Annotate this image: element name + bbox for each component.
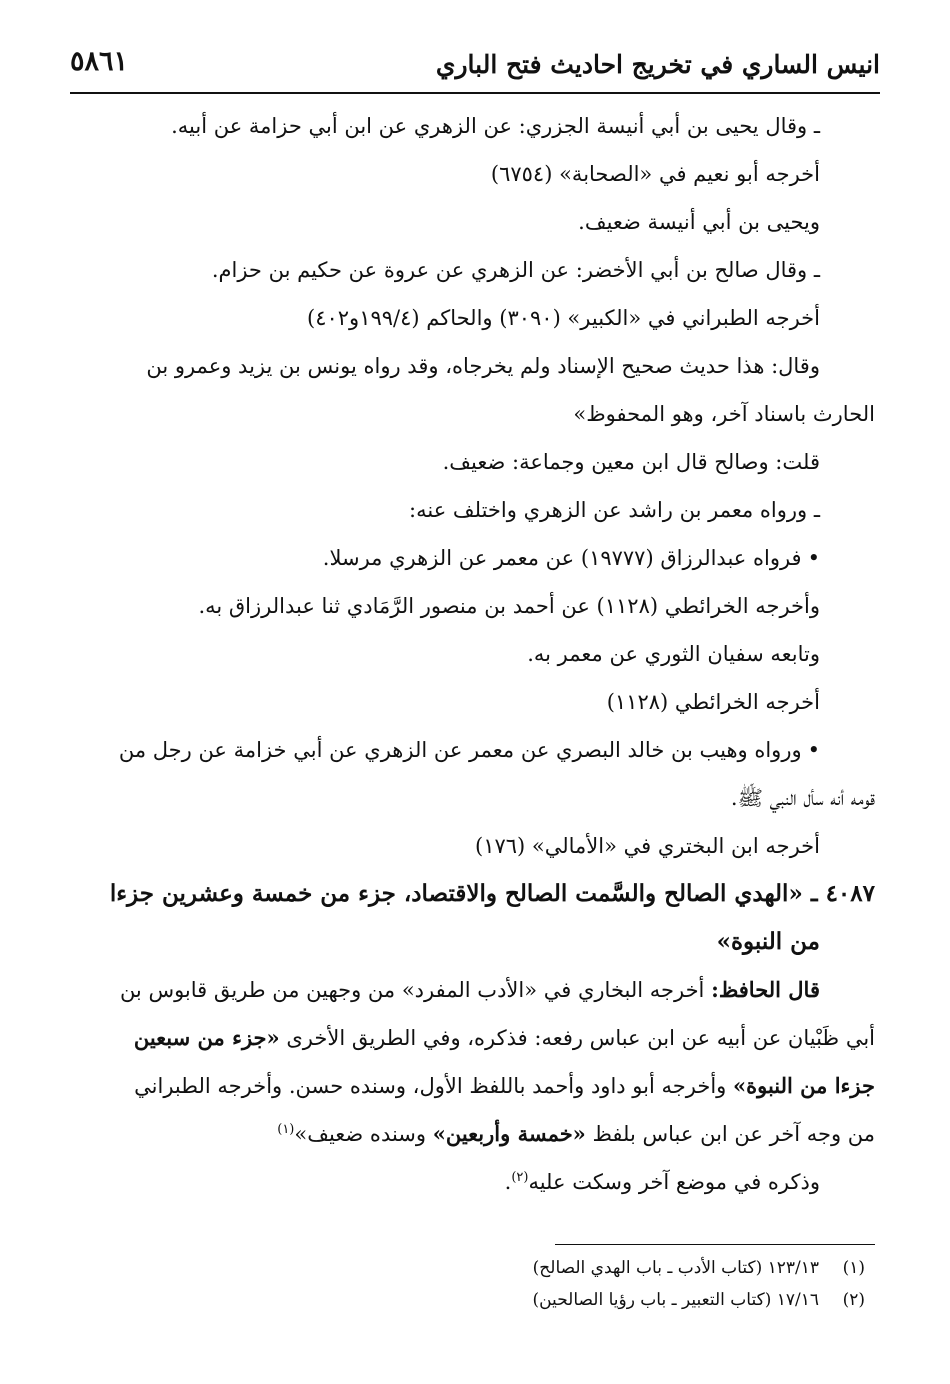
footnote-ref: (٢) xyxy=(511,1170,529,1185)
footnotes xyxy=(75,1252,875,1316)
hafiz-quote: «خمسة وأربعين» xyxy=(432,1121,586,1146)
hadith-heading: ٤٠٨٧ ـ «الهدي الصالح والسَّمت الصالح والاقتصاد، جزء من خمسة وعشرين جزءا xyxy=(109,880,875,907)
text-line: ويحيى بن أبي أنيسة ضعيف. xyxy=(578,210,820,234)
text-line: قومه أنه سأل النبي ﷺ. xyxy=(730,786,875,810)
hafiz-line xyxy=(75,1110,875,1158)
hafiz-line xyxy=(75,966,875,1014)
text-line: وأخرجه الخرائطي (١١٢٨) عن أحمد بن منصور الرَّمَادي ثنا عبدالرزاق به. xyxy=(198,594,820,618)
footnote-number: (٢) xyxy=(842,1290,865,1310)
hafiz-quote: «جزء من سبعين xyxy=(133,1025,280,1050)
footnote xyxy=(75,1284,875,1316)
hadith-heading-continued: من النبوة» xyxy=(716,928,820,955)
footnote-number: (١) xyxy=(842,1258,865,1278)
hafiz-text: من وجه آخر عن ابن عباس بلفظ xyxy=(585,1122,875,1146)
text-line: ـ وقال صالح بن أبي الأخضر: عن الزهري عن عروة عن حكيم بن حزام. xyxy=(211,258,820,282)
hafiz-line xyxy=(75,1014,875,1062)
hafiz-line xyxy=(75,1062,875,1110)
text-line: ـ ورواه معمر بن راشد عن الزهري واختلف عنه: xyxy=(409,498,820,522)
bullet-text: ورواه وهيب بن خالد البصري عن معمر عن الزهري عن أبي خزامة عن رجل من xyxy=(118,738,802,762)
text-line: أخرجه الخرائطي (١١٢٨) xyxy=(606,690,820,714)
bullet-text: فرواه عبدالرزاق (١٩٧٧٧) عن معمر عن الزهري مرسلا. xyxy=(322,546,802,570)
text-line: وتابعه سفيان الثوري عن معمر به. xyxy=(527,642,820,666)
hafiz-text: وأخرجه أبو داود وأحمد باللفظ الأول، وسنده حسن. وأخرجه الطبراني xyxy=(134,1074,733,1098)
bullet-line xyxy=(75,726,875,774)
text-line: أخرجه الطبراني في «الكبير» (٣٠٩٠) والحاكم (١٩٩/٤و٤٠٢) xyxy=(306,306,820,330)
text-line: أخرجه ابن البختري في «الأمالي» (١٧٦) xyxy=(474,834,820,858)
text-line: أخرجه أبو نعيم في «الصحابة» (٦٧٥٤) xyxy=(490,162,820,186)
text-line: قلت: وصالح قال ابن معين وجماعة: ضعيف. xyxy=(442,450,820,474)
hafiz-text: أبي ظَبْيان عن أبيه عن ابن عباس رفعه: فذكره، وفي الطريق الأخرى xyxy=(279,1026,875,1050)
hafiz-quote: جزءا من النبوة» xyxy=(732,1073,875,1098)
hafiz-text: وسنده ضعيف» xyxy=(294,1122,433,1146)
text-line: ـ وقال يحيى بن أبي أنيسة الجزري: عن الزهري عن ابن أبي حزامة عن أبيه. xyxy=(171,114,820,138)
text-line: وقال: هذا حديث صحيح الإسناد ولم يخرجاه، وقد رواه يونس بن يزيد وعمرو بن xyxy=(146,354,820,378)
footnote-text: ١٧/١٦ (كتاب التعبير ـ باب رؤيا الصالحين) xyxy=(532,1290,819,1310)
header-rule xyxy=(70,92,880,94)
running-header xyxy=(70,40,880,90)
footnote-text: ١٢٣/١٣ (كتاب الأدب ـ باب الهدي الصالح) xyxy=(532,1258,819,1278)
hafiz-label: قال الحافظ: xyxy=(711,977,820,1002)
hafiz-text-end: . xyxy=(504,1170,512,1194)
footnote xyxy=(75,1252,875,1284)
footnote-rule xyxy=(555,1244,875,1245)
bullet-mark: • xyxy=(807,546,820,570)
hafiz-line xyxy=(75,1158,875,1206)
text-line: الحارث باسناد آخر، وهو المحفوظ» xyxy=(573,402,875,426)
footnote-ref: (١) xyxy=(277,1122,295,1137)
main-text xyxy=(75,102,875,1206)
hafiz-text: وذكره في موضع آخر وسكت عليه xyxy=(528,1170,820,1194)
book-title: انيس الساري في تخريج احاديث فتح الباري xyxy=(435,50,880,79)
bullet-mark: • xyxy=(807,738,820,762)
page-number: ٥٨٦١ xyxy=(70,46,129,77)
hafiz-text: أخرجه البخاري في «الأدب المفرد» من وجهين من طريق قابوس بن xyxy=(119,978,712,1002)
bullet-line xyxy=(75,534,875,582)
